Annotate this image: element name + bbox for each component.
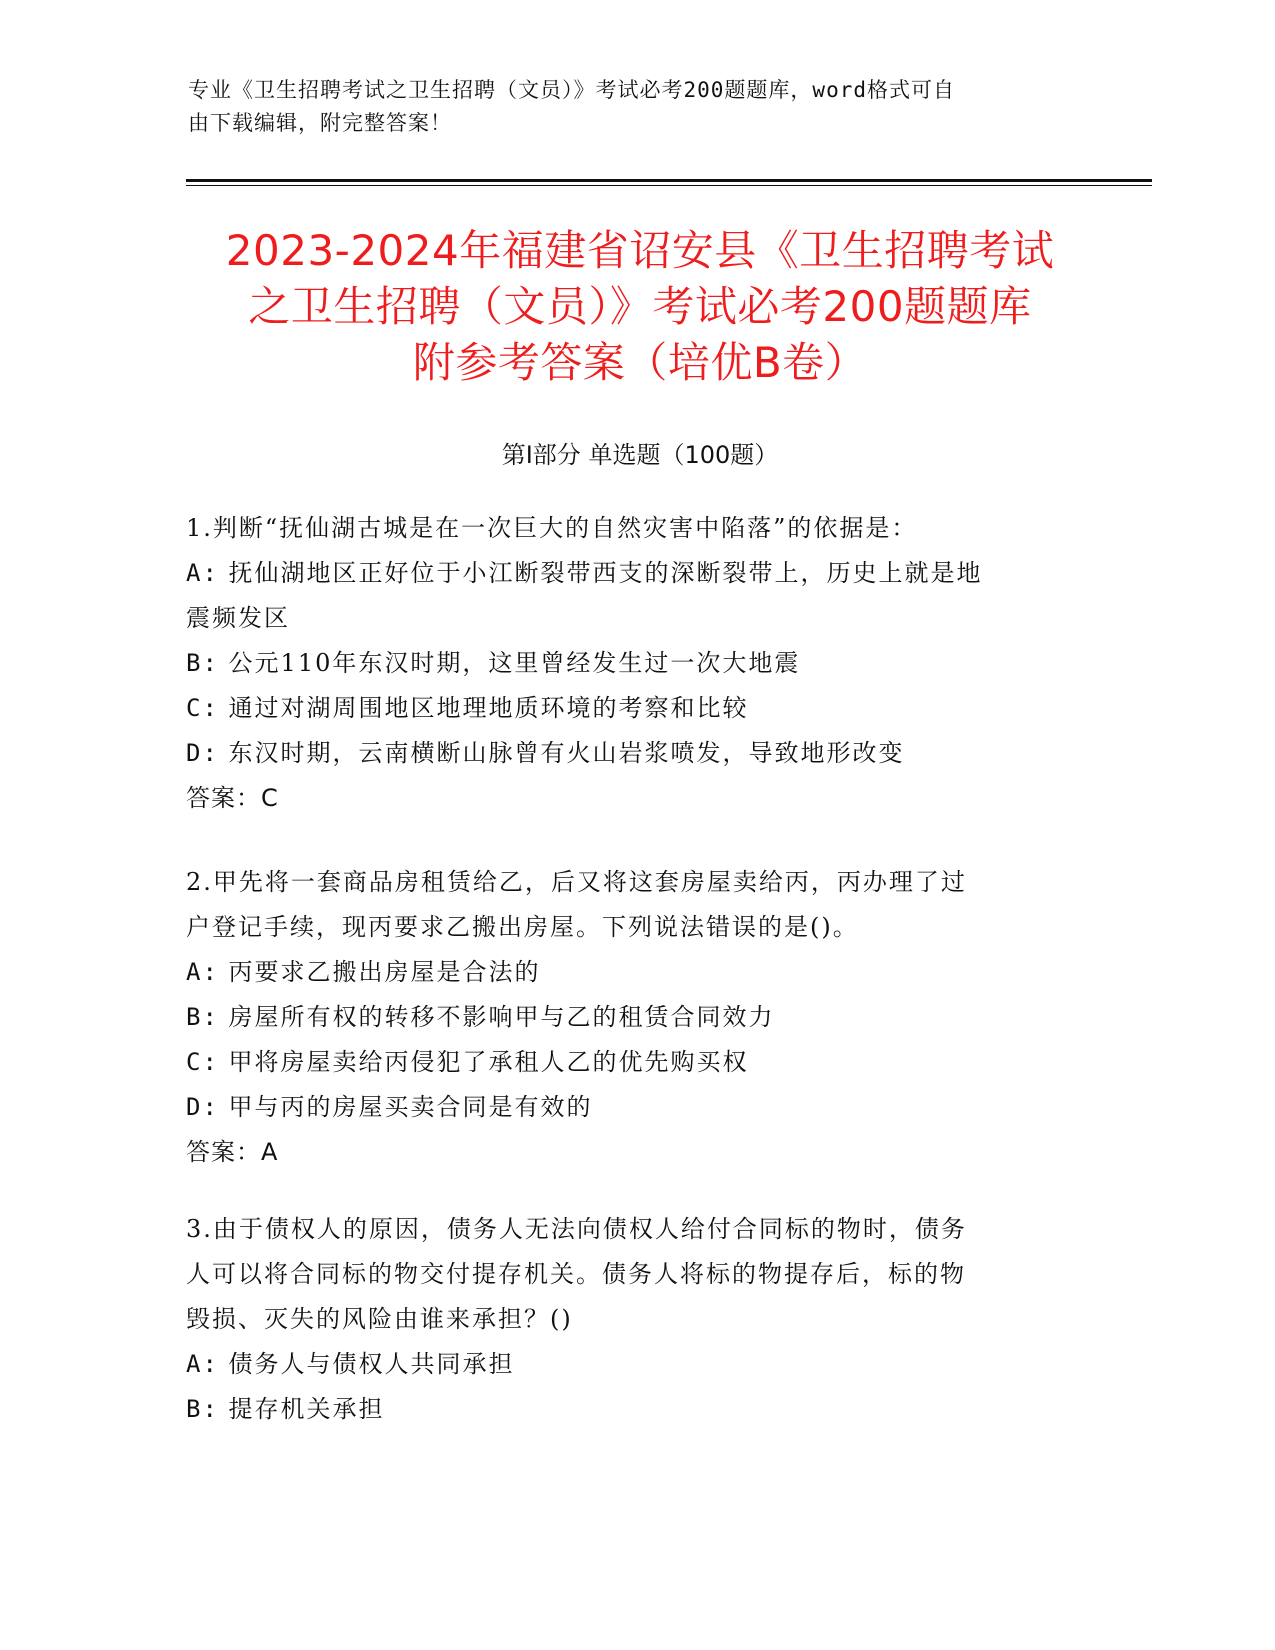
option-text: 公元110年东汉时期，这里曾经发生过一次大地震 <box>228 649 801 677</box>
question-3-option-b <box>186 1387 1066 1432</box>
document-title <box>160 223 1120 391</box>
question-1-stem: 1.判断“抚仙湖古城是在一次巨大的自然灾害中陷落”的依据是： <box>186 514 918 542</box>
option-label: B: <box>186 1395 219 1423</box>
question-2-answer: 答案：A <box>186 1138 279 1166</box>
question-2-stem-line-1: 2.甲先将一套商品房租赁给乙，后又将这套房屋卖给丙，丙办理了过 <box>186 868 967 896</box>
option-text: 丙要求乙搬出房屋是合法的 <box>228 958 541 986</box>
question-1-answer: 答案：C <box>186 784 279 812</box>
option-label: C: <box>186 1048 219 1076</box>
option-text: 债务人与债权人共同承担 <box>228 1350 515 1378</box>
option-text: 甲将房屋卖给丙侵犯了承租人乙的优先购买权 <box>228 1048 749 1076</box>
question-3 <box>186 1207 1066 1432</box>
question-1-option-a <box>186 551 1066 596</box>
question-2-option-d <box>186 1085 1066 1130</box>
question-2-option-b <box>186 995 1066 1040</box>
question-1 <box>186 506 1066 821</box>
option-label: A: <box>186 958 219 986</box>
option-label: A: <box>186 1350 219 1378</box>
intro-line-2: 由下载编辑，附完整答案！ <box>188 111 452 135</box>
title-line-3: 附参考答案（培优B卷） <box>412 338 868 387</box>
option-text: 提存机关承担 <box>228 1395 385 1423</box>
question-3-option-a <box>186 1342 1066 1387</box>
question-2 <box>186 860 1066 1175</box>
section-heading: 第Ⅰ部分 单选题（100题） <box>501 441 779 469</box>
title-line-1: 2023-2024年福建省诏安县《卫生招聘考试 <box>225 226 1055 275</box>
option-label: B: <box>186 649 219 677</box>
question-1-option-c <box>186 686 1066 731</box>
option-text: 抚仙湖地区正好位于小江断裂带西支的深断裂带上，历史上就是地 <box>228 559 983 587</box>
option-text: 甲与丙的房屋买卖合同是有效的 <box>228 1093 593 1121</box>
option-text: 通过对湖周围地区地理地质环境的考察和比较 <box>228 694 749 722</box>
option-label: D: <box>186 739 219 767</box>
question-1-option-a-continued: 震频发区 <box>186 604 290 632</box>
question-1-option-d <box>186 731 1066 776</box>
header-rule-thin <box>186 185 1152 186</box>
intro-line-1: 专业《卫生招聘考试之卫生招聘（文员）》考试必考200题题库，word格式可自 <box>188 78 955 102</box>
title-line-2: 之卫生招聘（文员）》考试必考200题题库 <box>248 282 1032 331</box>
question-3-stem-line-1: 3.由于债权人的原因，债务人无法向债权人给付合同标的物时，债务 <box>186 1215 967 1243</box>
question-3-stem-line-2: 人可以将合同标的物交付提存机关。债务人将标的物提存后，标的物 <box>186 1260 966 1288</box>
option-label: A: <box>186 559 219 587</box>
question-2-option-a <box>186 950 1066 995</box>
intro-text <box>188 74 1088 140</box>
question-2-option-c <box>186 1040 1066 1085</box>
option-label: C: <box>186 694 219 722</box>
header-rule-thick <box>186 179 1152 182</box>
question-2-stem-line-2: 户登记手续，现丙要求乙搬出房屋。下列说法错误的是()。 <box>186 913 859 941</box>
question-3-stem-line-3: 毁损、灭失的风险由谁来承担？() <box>186 1305 573 1333</box>
option-label: B: <box>186 1003 219 1031</box>
question-1-option-b <box>186 641 1066 686</box>
option-label: D: <box>186 1093 219 1121</box>
option-text: 房屋所有权的转移不影响甲与乙的租赁合同效力 <box>228 1003 775 1031</box>
option-text: 东汉时期，云南横断山脉曾有火山岩浆喷发，导致地形改变 <box>228 739 905 767</box>
